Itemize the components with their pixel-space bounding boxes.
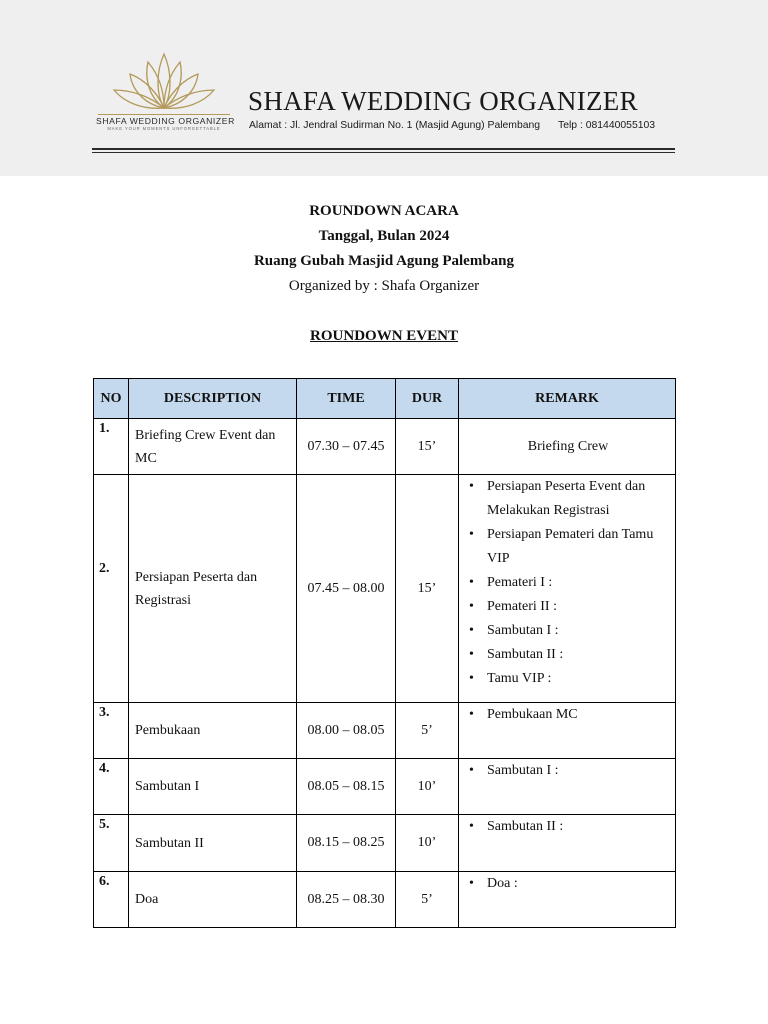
row-time: 07.45 – 08.00	[297, 475, 396, 703]
row-duration: 10’	[396, 815, 459, 872]
row-description: Briefing Crew Event dan MC	[129, 419, 297, 475]
row-number: 1.	[94, 419, 129, 475]
row-number: 6.	[94, 872, 129, 928]
row-remark	[459, 815, 676, 872]
rundown-table	[93, 378, 676, 928]
row-time: 08.05 – 08.15	[297, 759, 396, 815]
column-header-no: NO	[94, 379, 129, 419]
remark-item: • Pembukaan MC	[467, 703, 669, 727]
remark-item: • Sambutan II :	[467, 815, 669, 839]
row-number: 3.	[94, 703, 129, 759]
row-number: 4.	[94, 759, 129, 815]
row-number-text: 2.	[99, 561, 110, 576]
row-description: Sambutan I	[129, 759, 297, 815]
table-row	[94, 419, 676, 475]
row-duration: 15’	[396, 475, 459, 703]
organizer-line: Organized by : Shafa Organizer	[288, 278, 480, 294]
lotus-icon	[110, 50, 218, 112]
row-duration: 15’	[396, 419, 459, 475]
row-description: Sambutan II	[129, 815, 297, 872]
remark-list	[467, 872, 669, 896]
table-row	[94, 475, 676, 703]
remark-item: • Pemateri II :	[467, 595, 669, 619]
remark-item: • Sambutan I :	[467, 619, 669, 643]
remark-item: • Persiapan Pemateri dan Tamu VIP	[467, 523, 669, 571]
row-duration: 10’	[396, 759, 459, 815]
remark-item: • Doa :	[467, 872, 669, 896]
remark-list	[467, 703, 669, 727]
logo-name: SHAFA WEDDING ORGANIZER	[96, 116, 235, 126]
row-time: 08.15 – 08.25	[297, 815, 396, 872]
table-row	[94, 703, 676, 759]
company-address: Alamat : Jl. Jendral Sudirman No. 1 (Masjid Agung) Palembang	[249, 120, 541, 131]
event-date: Tanggal, Bulan 2024	[318, 228, 450, 244]
header-rule-thick	[92, 148, 675, 150]
logo-divider	[98, 114, 230, 115]
row-description: Pembukaan	[129, 703, 297, 759]
row-remark	[459, 475, 676, 703]
company-phone: Telp : 081440055103	[558, 120, 656, 131]
column-header-time: TIME	[297, 379, 396, 419]
row-remark	[459, 759, 676, 815]
column-header-description: DESCRIPTION	[129, 379, 297, 419]
row-duration: 5’	[396, 872, 459, 928]
column-header-remark: REMARK	[459, 379, 676, 419]
remark-list	[467, 475, 669, 691]
row-remark	[459, 703, 676, 759]
table-row	[94, 872, 676, 928]
row-remark	[459, 872, 676, 928]
row-description: Persiapan Peserta dan Registrasi	[129, 475, 297, 703]
remark-item: • Sambutan II :	[467, 643, 669, 667]
letterhead	[0, 0, 768, 176]
company-logo	[96, 50, 235, 132]
row-remark: Briefing Crew	[459, 419, 676, 475]
remark-item: • Pemateri I :	[467, 571, 669, 595]
document-title: ROUNDOWN ACARA	[309, 203, 459, 219]
column-header-dur: DUR	[396, 379, 459, 419]
row-number	[94, 475, 129, 703]
row-time: 08.25 – 08.30	[297, 872, 396, 928]
remark-item: • Persiapan Peserta Event dan Melakukan Registrasi	[467, 475, 669, 523]
section-heading: ROUNDOWN EVENT	[310, 328, 458, 344]
logo-tagline: MAKE YOUR MOMENTS UNFORGETTABLE	[107, 126, 221, 131]
table-header-row	[94, 379, 676, 419]
remark-item: • Sambutan I :	[467, 759, 669, 783]
row-description: Doa	[129, 872, 297, 928]
table-row	[94, 759, 676, 815]
remark-list	[467, 815, 669, 839]
remark-item: • Tamu VIP :	[467, 667, 669, 691]
row-duration: 5’	[396, 703, 459, 759]
row-time: 08.00 – 08.05	[297, 703, 396, 759]
row-time: 07.30 – 07.45	[297, 419, 396, 475]
company-name: SHAFA WEDDING ORGANIZER	[248, 86, 638, 116]
header-rule-thin	[92, 152, 675, 153]
event-venue: Ruang Gubah Masjid Agung Palembang	[253, 253, 515, 269]
table-row	[94, 815, 676, 872]
row-number: 5.	[94, 815, 129, 872]
remark-list	[467, 759, 669, 783]
